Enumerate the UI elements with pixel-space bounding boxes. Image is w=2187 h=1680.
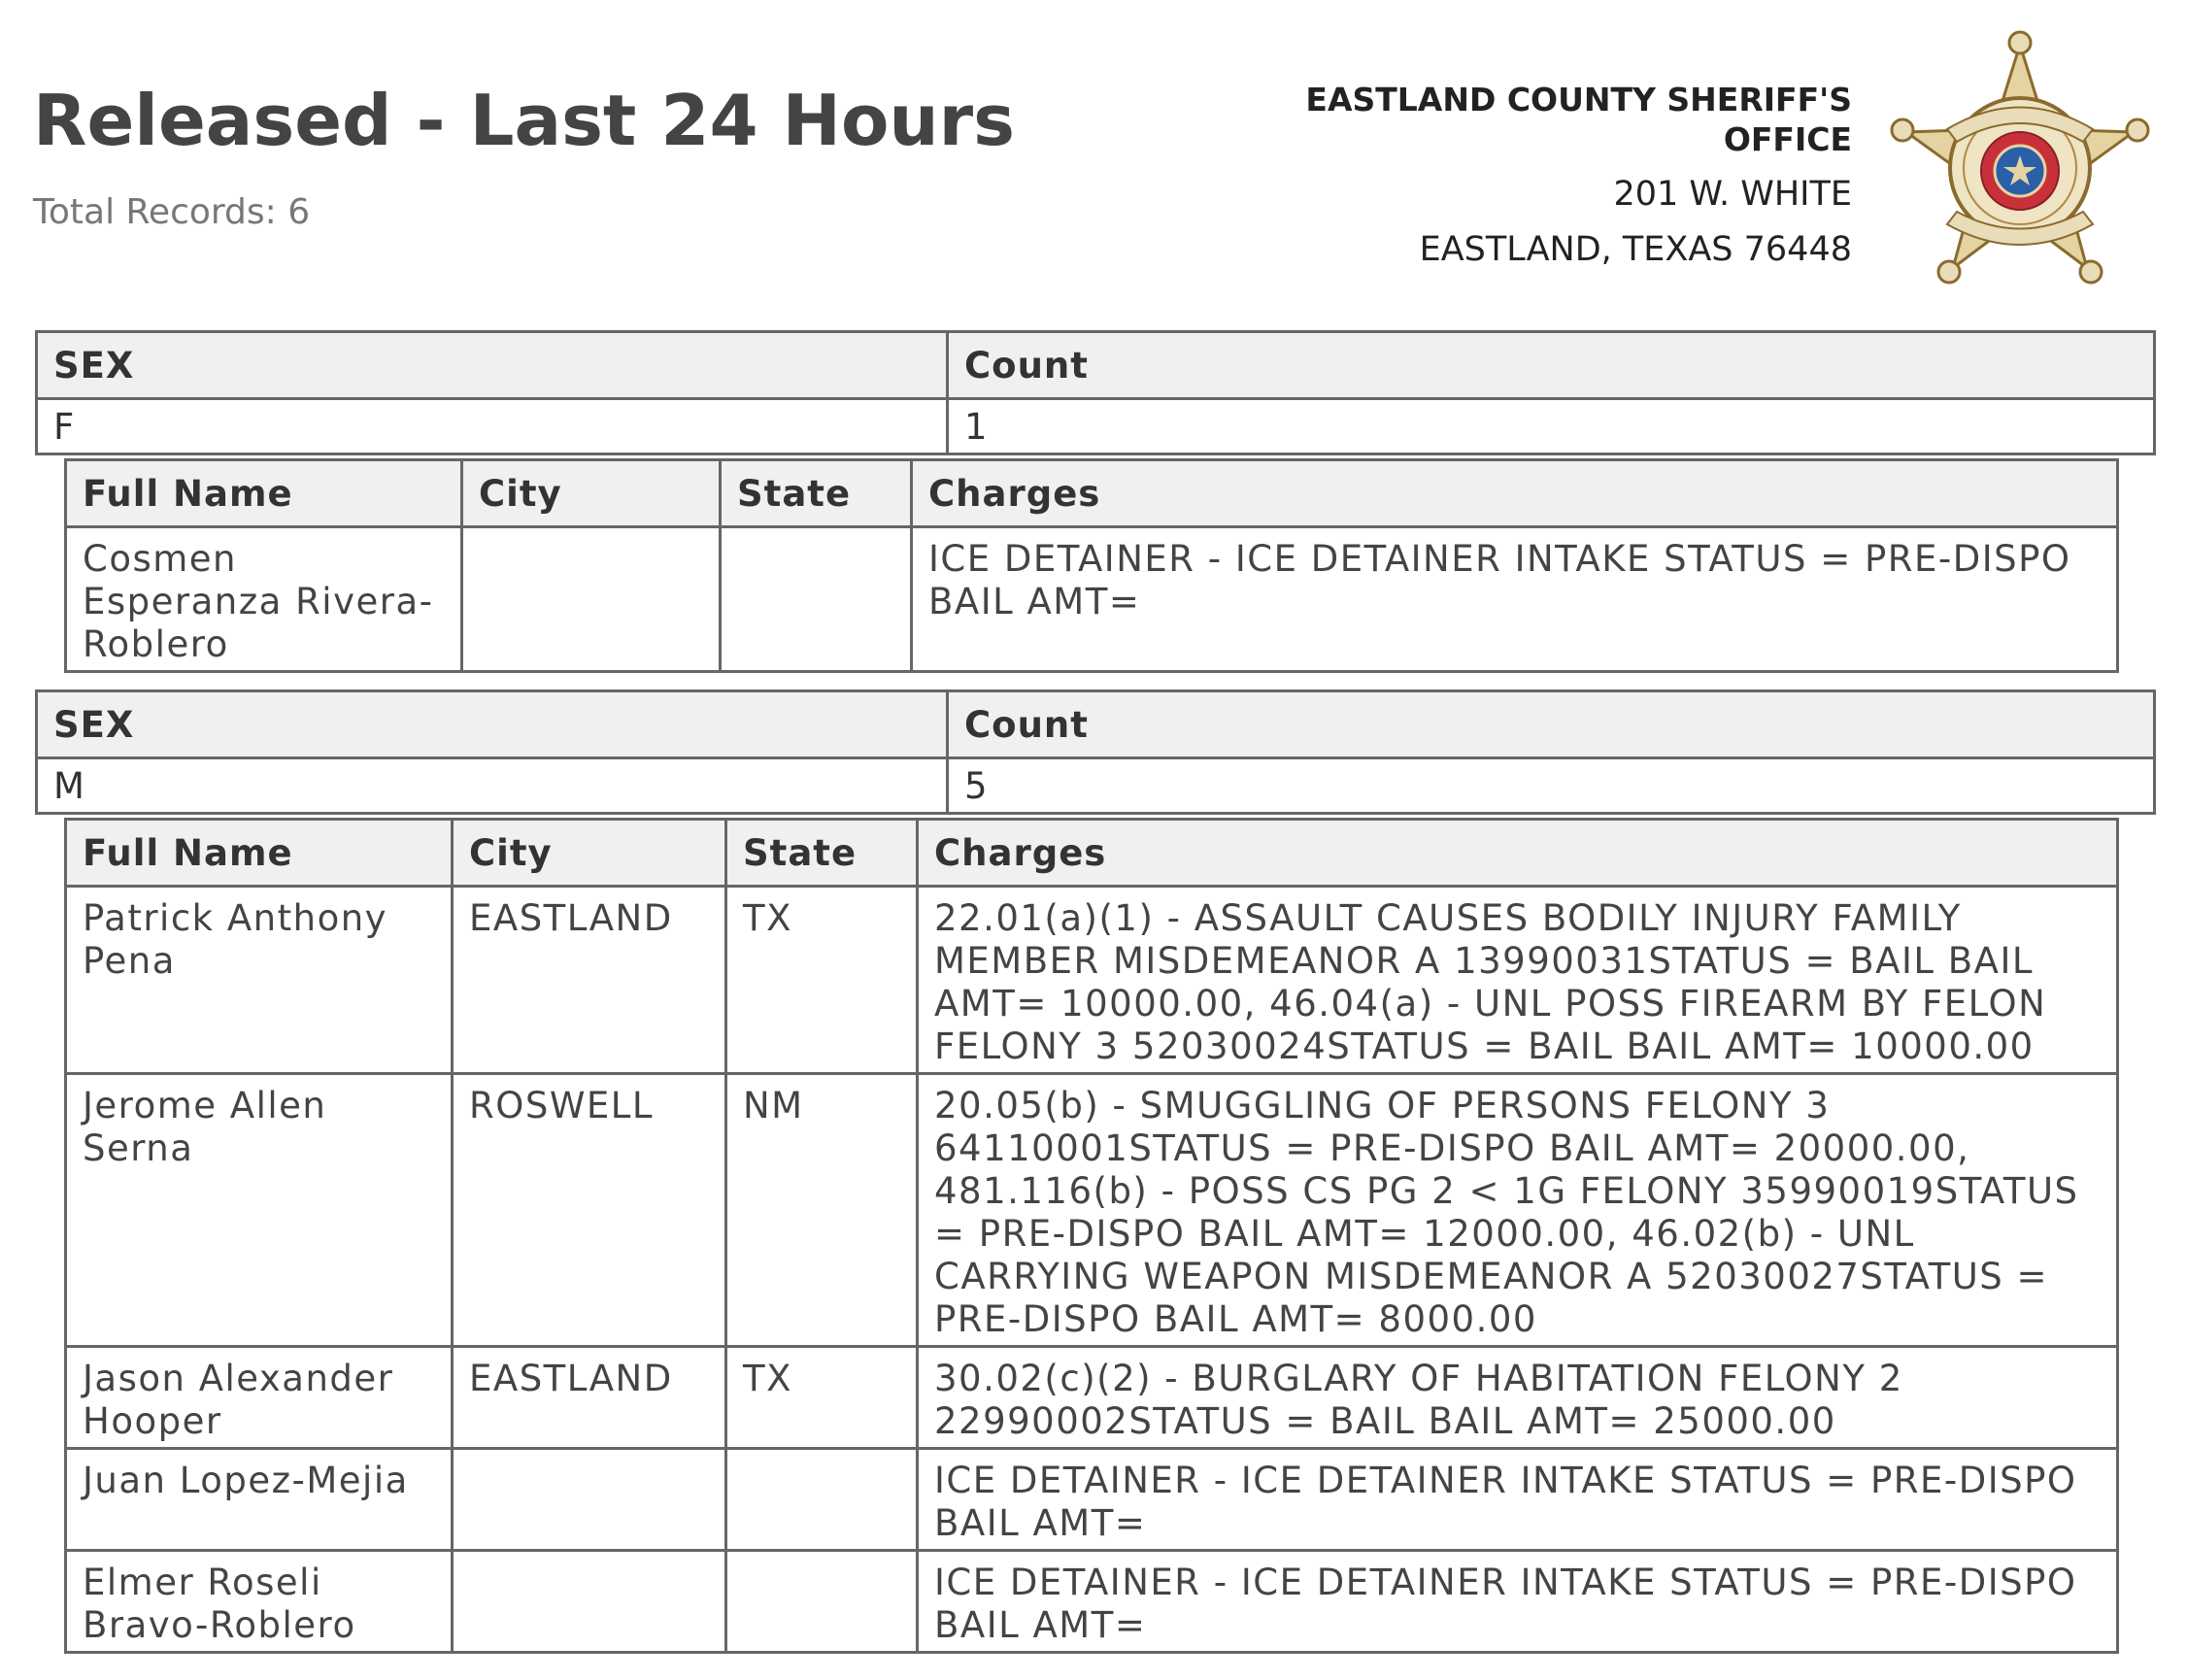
table-row (66, 1347, 2118, 1449)
full-name-cell: Jason Alexander Hooper (66, 1347, 453, 1449)
table-row (66, 887, 2118, 1074)
charges-header: Charges (912, 460, 2118, 527)
full-name-cell: Cosmen Esperanza Rivera-Roblero (66, 527, 462, 672)
table-row (66, 1551, 2118, 1653)
state-cell (721, 527, 912, 672)
city-cell (453, 1551, 726, 1653)
charges-cell: ICE DETAINER - ICE DETAINER INTAKE STATUS = PRE-DISPO BAIL AMT= (912, 527, 2118, 672)
person-table (64, 818, 2119, 1654)
charges-cell: 30.02(c)(2) - BURGLARY OF HABITATION FELONY 2 22990002STATUS = BAIL BAIL AMT= 25000.00 (918, 1347, 2118, 1449)
full-name-cell: Elmer Roseli Bravo-Roblero (66, 1551, 453, 1653)
sex-value: M (37, 758, 948, 814)
full-name-cell: Patrick Anthony Pena (66, 887, 453, 1074)
city-cell: EASTLAND (453, 887, 726, 1074)
city-header: City (462, 460, 721, 527)
table-row (66, 527, 2118, 672)
full-name-header: Full Name (66, 460, 462, 527)
state-cell (726, 1449, 918, 1551)
city-cell: ROSWELL (453, 1074, 726, 1347)
state-cell: NM (726, 1074, 918, 1347)
charges-cell: 20.05(b) - SMUGGLING OF PERSONS FELONY 3 64110001STATUS = PRE-DISPO BAIL AMT= 20000.00, 481.116(b) - POSS CS PG 2 < 1G FELONY 35990019STATUS = PRE-DISPO BAIL AMT= 12000.00, 46.02(b) - UNL CARRYING WEAPON MISDEMEANOR A 52030027STATUS = PRE-DISPO BAIL AMT= 8000.00 (918, 1074, 2118, 1347)
count-header: Count (948, 332, 2155, 399)
agency-name: EASTLAND COUNTY SHERIFF'S OFFICE (1305, 81, 1852, 158)
full-name-cell: Juan Lopez-Mejia (66, 1449, 453, 1551)
state-cell: TX (726, 1347, 918, 1449)
count-value: 1 (948, 399, 2155, 454)
sheriff-star-badge-icon (1879, 27, 2161, 299)
full-name-header: Full Name (66, 820, 453, 887)
charges-cell: ICE DETAINER - ICE DETAINER INTAKE STATUS = PRE-DISPO BAIL AMT= (918, 1449, 2118, 1551)
city-cell (462, 527, 721, 672)
agency-address-city: EASTLAND, TEXAS 76448 (1419, 230, 1852, 269)
sex-group-table (35, 689, 2156, 815)
table-row (66, 1074, 2118, 1347)
agency-block (1230, 80, 1852, 270)
charges-header: Charges (918, 820, 2118, 887)
person-table (64, 458, 2119, 673)
state-header: State (721, 460, 912, 527)
full-name-cell: Jerome Allen Serna (66, 1074, 453, 1347)
sex-header: SEX (37, 332, 948, 399)
city-cell: EASTLAND (453, 1347, 726, 1449)
total-records: Total Records: 6 (33, 192, 311, 232)
report-title: Released - Last 24 Hours (33, 80, 1016, 161)
state-cell (726, 1551, 918, 1653)
state-header: State (726, 820, 918, 887)
charges-cell: 22.01(a)(1) - ASSAULT CAUSES BODILY INJURY FAMILY MEMBER MISDEMEANOR A 13990031STATUS = BAIL BAIL AMT= 10000.00, 46.04(a) - UNL POSS FIREARM BY FELON FELONY 3 52030024STATUS = BAIL BAIL AMT= 10000.00 (918, 887, 2118, 1074)
charges-cell: ICE DETAINER - ICE DETAINER INTAKE STATUS = PRE-DISPO BAIL AMT= (918, 1551, 2118, 1653)
table-row (66, 1449, 2118, 1551)
sex-value: F (37, 399, 948, 454)
state-cell: TX (726, 887, 918, 1074)
count-value: 5 (948, 758, 2155, 814)
city-cell (453, 1449, 726, 1551)
count-header: Count (948, 691, 2155, 758)
agency-address-street: 201 W. WHITE (1613, 175, 1852, 214)
sex-group-table (35, 330, 2156, 455)
sex-header: SEX (37, 691, 948, 758)
city-header: City (453, 820, 726, 887)
